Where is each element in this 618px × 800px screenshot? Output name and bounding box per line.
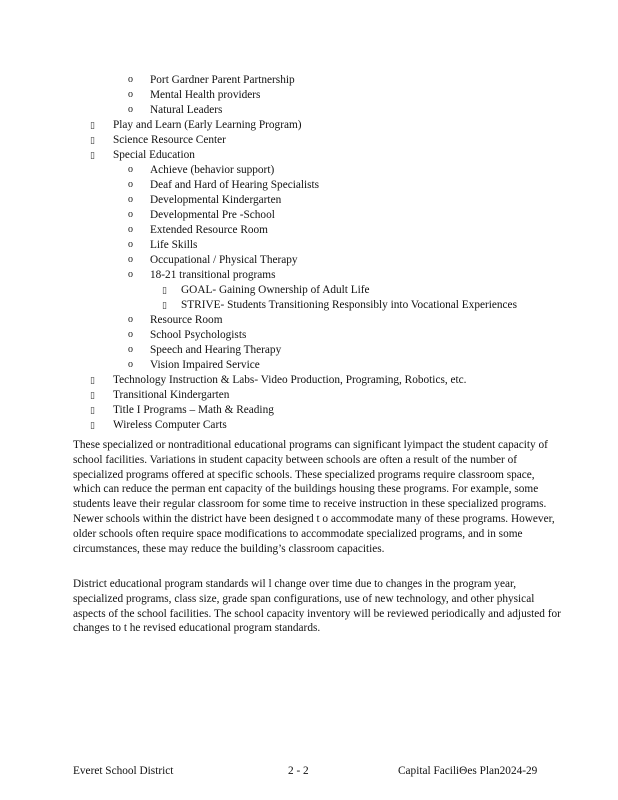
outline-item-label: STRIVE- Students Transitioning Responsibly into Vocational Experiences — [181, 299, 517, 311]
square-bullet-icon: ▯ — [90, 120, 95, 130]
square-bullet-icon: ▯ — [90, 390, 95, 400]
square-bullet-icon: ▯ — [162, 285, 167, 295]
outline-item-label: Play and Learn (Early Learning Program) — [113, 119, 302, 131]
hollow-circle-bullet-icon: o — [128, 179, 133, 190]
hollow-circle-bullet-icon: o — [128, 164, 133, 175]
square-bullet-icon: ▯ — [90, 135, 95, 145]
outline-item-label: GOAL- Gaining Ownership of Adult Life — [181, 284, 370, 296]
outline-item-label: Occupational / Physical Therapy — [150, 254, 298, 266]
hollow-circle-bullet-icon: o — [128, 329, 133, 340]
outline-item-label: Science Resource Center — [113, 134, 226, 146]
outline-item-label: Resource Room — [150, 314, 223, 326]
hollow-circle-bullet-icon: o — [128, 239, 133, 250]
outline-item-label: Technology Instruction & Labs- Video Production, Programing, Robotics, etc. — [113, 374, 467, 386]
outline-item-label: Wireless Computer Carts — [113, 419, 227, 431]
outline-item-label: School Psychologists — [150, 329, 247, 341]
hollow-circle-bullet-icon: o — [128, 224, 133, 235]
hollow-circle-bullet-icon: o — [128, 194, 133, 205]
hollow-circle-bullet-icon: o — [128, 254, 133, 265]
hollow-circle-bullet-icon: o — [128, 269, 133, 280]
outline-item-label: Vision Impaired Service — [150, 359, 260, 371]
square-bullet-icon: ▯ — [90, 405, 95, 415]
footer-plan-title: Capital FaciliΘes Plan2024-29 — [398, 765, 538, 777]
outline-item-label: Natural Leaders — [150, 104, 223, 116]
paragraph-specialized-programs: These specialized or nontraditional educational programs can significant lyimpact the student capacity of school facilities. Variations in student capacity between schools are often a result of the number of specialized programs offered at specific schools. These specialized programs require classroom space, which can reduce the perman ent capacity of the buildings housing these programs. For example, some students leave their regular classroom for some time to receive instruction in these specialized programs. Newer schools within the district have been designed t o accommodate many of these programs. However, older schools often require space modifications to accommodate specialized programs, and in some circumstances, these may reduce the building’s classroom capacities. — [73, 439, 555, 555]
outline-item-label: Speech and Hearing Therapy — [150, 344, 282, 356]
hollow-circle-bullet-icon: o — [128, 359, 133, 370]
hollow-circle-bullet-icon: o — [128, 344, 133, 355]
outline-item-label: Deaf and Hard of Hearing Specialists — [150, 179, 320, 191]
outline-item-label: Special Education — [113, 149, 195, 161]
footer-page-number: 2 - 2 — [288, 765, 309, 777]
square-bullet-icon: ▯ — [90, 150, 95, 160]
outline-item-label: Extended Resource Room — [150, 224, 268, 236]
outline-item-label: Port Gardner Parent Partnership — [150, 74, 295, 86]
square-bullet-icon: ▯ — [90, 420, 95, 430]
outline-item-label: Developmental Kindergarten — [150, 194, 282, 206]
outline-item-label: 18-21 transitional programs — [150, 269, 276, 281]
hollow-circle-bullet-icon: o — [128, 74, 133, 85]
outline-item-label: Achieve (behavior support) — [150, 164, 275, 176]
outline-item-label: Transitional Kindergarten — [113, 389, 230, 401]
hollow-circle-bullet-icon: o — [128, 209, 133, 220]
hollow-circle-bullet-icon: o — [128, 89, 133, 100]
outline-item-label: Life Skills — [150, 239, 198, 251]
paragraph-program-standards: District educational program standards wil l change over time due to changes in the program year, specialized programs, class size, grade span configurations, use of new technology, and other physical aspects of the school facilities. The school capacity inventory will be reviewed periodically and adjusted for changes to t he revised educational program standards. — [73, 578, 561, 635]
square-bullet-icon: ▯ — [162, 300, 167, 310]
square-bullet-icon: ▯ — [90, 375, 95, 385]
outline-item-label: Mental Health providers — [150, 89, 261, 101]
hollow-circle-bullet-icon: o — [128, 314, 133, 325]
hollow-circle-bullet-icon: o — [128, 104, 133, 115]
outline-item-label: Developmental Pre -School — [150, 209, 275, 221]
footer-district-name: Everet School District — [73, 765, 174, 777]
outline-item-label: Title I Programs – Math & Reading — [113, 404, 274, 416]
